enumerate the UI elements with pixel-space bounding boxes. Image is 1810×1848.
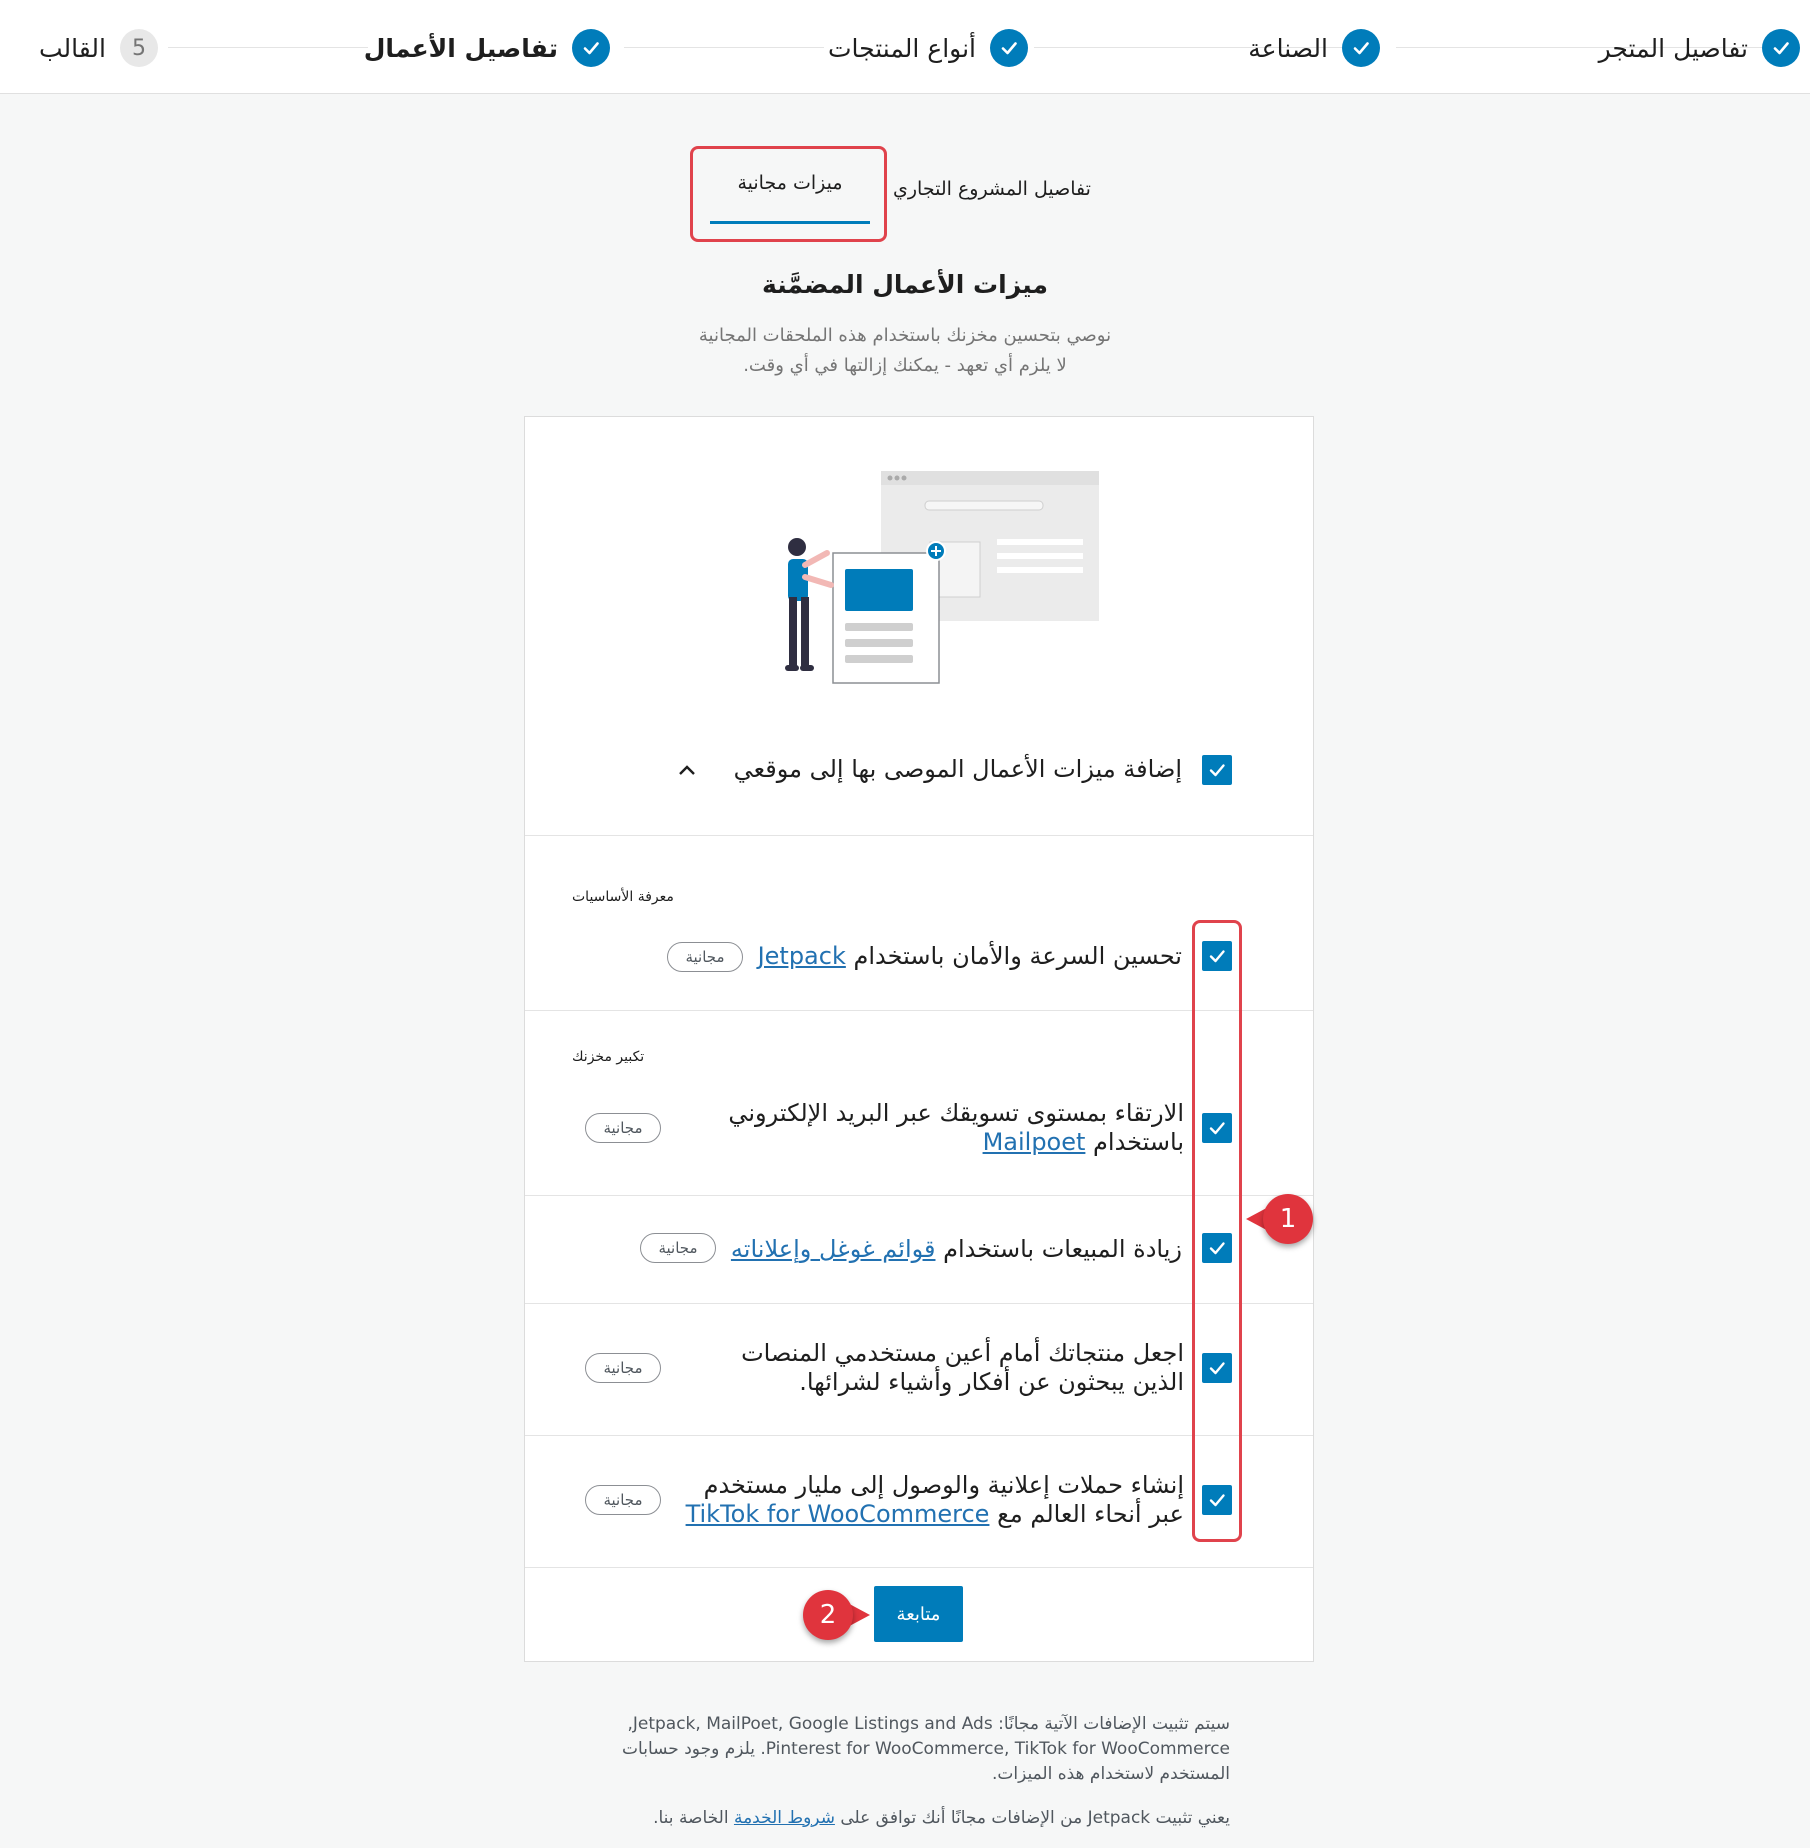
step-label: الصناعة: [1248, 33, 1328, 63]
step-label: تفاصيل الأعمال: [363, 33, 558, 63]
feature-jetpack-label: [758, 942, 1182, 971]
tab-business-details[interactable]: تفاصيل المشروع التجاري: [893, 178, 1091, 200]
google-link[interactable]: قوائم غوغل وإعلاناته: [730, 1235, 936, 1263]
feature-pinterest-label: [662, 1339, 1184, 1397]
step-store-details[interactable]: [1599, 26, 1800, 70]
check-icon: [1762, 29, 1800, 67]
page-title: ميزات الأعمال المضمَّنة: [762, 270, 1048, 299]
install-notice-line: سيتم تثبيت الإضافات الآتية مجانًا: Jetpack, MailPoet, Google Listings and Ads,: [627, 1714, 1230, 1734]
tiktok-link[interactable]: TikTok for WooCommerce: [685, 1500, 990, 1528]
section-label-basics: معرفة الأساسيات: [572, 889, 674, 905]
free-badge: مجانية: [667, 942, 743, 972]
step-connector: [168, 47, 368, 48]
chevron-up-icon[interactable]: [677, 762, 697, 778]
feature-tiktok-label: [662, 1471, 1184, 1529]
check-icon: [990, 29, 1028, 67]
terms-notice: [560, 1806, 1230, 1831]
section-label-grow: تكبير مخزنك: [572, 1049, 645, 1065]
install-notice-line: Pinterest for WooCommerce, TikTok for WooCommerce. يلزم وجود حسابات: [622, 1739, 1230, 1759]
setup-stepper: [0, 0, 1810, 94]
step-number: 5: [120, 29, 158, 67]
feature-text: اجعل منتجاتك أمام أعين مستخدمي المنصات: [741, 1339, 1184, 1367]
step-label: تفاصيل المتجر: [1598, 33, 1748, 63]
divider: [525, 835, 1313, 836]
mailpoet-link[interactable]: Mailpoet: [982, 1128, 1086, 1156]
master-checkbox[interactable]: [1202, 755, 1232, 785]
annotation-highlight-tab: [690, 146, 887, 242]
feature-text: عبر أنحاء العالم مع: [989, 1500, 1184, 1528]
continue-button[interactable]: متابعة: [874, 1586, 963, 1642]
master-checkbox-label[interactable]: إضافة ميزات الأعمال الموصى بها إلى موقعي: [733, 755, 1182, 783]
step-theme[interactable]: [39, 26, 158, 70]
feature-text: الذين يبحثون عن أفكار وأشياء لشرائها.: [799, 1368, 1184, 1396]
step-business-details[interactable]: [364, 26, 610, 70]
feature-text: الارتقاء بمستوى تسويقك عبر البريد الإلكتروني: [728, 1099, 1184, 1127]
step-industry[interactable]: [1248, 26, 1380, 70]
jetpack-link[interactable]: Jetpack: [757, 942, 846, 970]
install-notice: [560, 1712, 1230, 1787]
divider: [525, 1567, 1313, 1568]
subtitle-line-2: لا يلزم أي تعهد - يمكنك إزالتها في أي وقت.: [743, 355, 1067, 376]
feature-text: باستخدام: [1085, 1128, 1184, 1156]
step-label: القالب: [39, 33, 106, 63]
free-badge: مجانية: [585, 1353, 661, 1383]
feature-text: إنشاء حملات إعلانية والوصول إلى مليار مستخدم: [703, 1471, 1184, 1499]
illustration-image: [745, 467, 1105, 707]
check-icon: [572, 29, 610, 67]
feature-text: زيادة المبيعات باستخدام: [935, 1235, 1182, 1263]
annotation-highlight-checkboxes: [1192, 920, 1242, 1542]
step-product-types[interactable]: [828, 26, 1028, 70]
step-marker-2: 2: [803, 1590, 853, 1640]
check-icon: [1342, 29, 1380, 67]
tab-free-features[interactable]: ميزات مجانية: [737, 172, 843, 194]
terms-text: يعني تثبيت Jetpack من الإضافات مجانًا أنك توافق على: [834, 1808, 1230, 1828]
feature-google-label: [731, 1235, 1182, 1264]
step-connector: [624, 47, 824, 48]
subtitle-line-1: نوصي بتحسين مخزنك باستخدام هذه الملحقات المجانية: [698, 325, 1112, 346]
step-label: أنواع المنتجات: [827, 33, 976, 63]
terms-of-service-link[interactable]: شروط الخدمة: [733, 1808, 835, 1828]
install-notice-line: المستخدم لاستخدام هذه الميزات.: [991, 1764, 1230, 1784]
step-marker-1: 1: [1263, 1194, 1313, 1244]
feature-text: تحسين السرعة والأمان باستخدام: [845, 942, 1182, 970]
free-badge: مجانية: [640, 1233, 716, 1263]
free-badge: مجانية: [585, 1485, 661, 1515]
terms-text: الخاصة بنا.: [653, 1808, 734, 1828]
feature-mailpoet-label: [662, 1099, 1184, 1157]
free-badge: مجانية: [585, 1113, 661, 1143]
check-icon: [1206, 759, 1228, 781]
